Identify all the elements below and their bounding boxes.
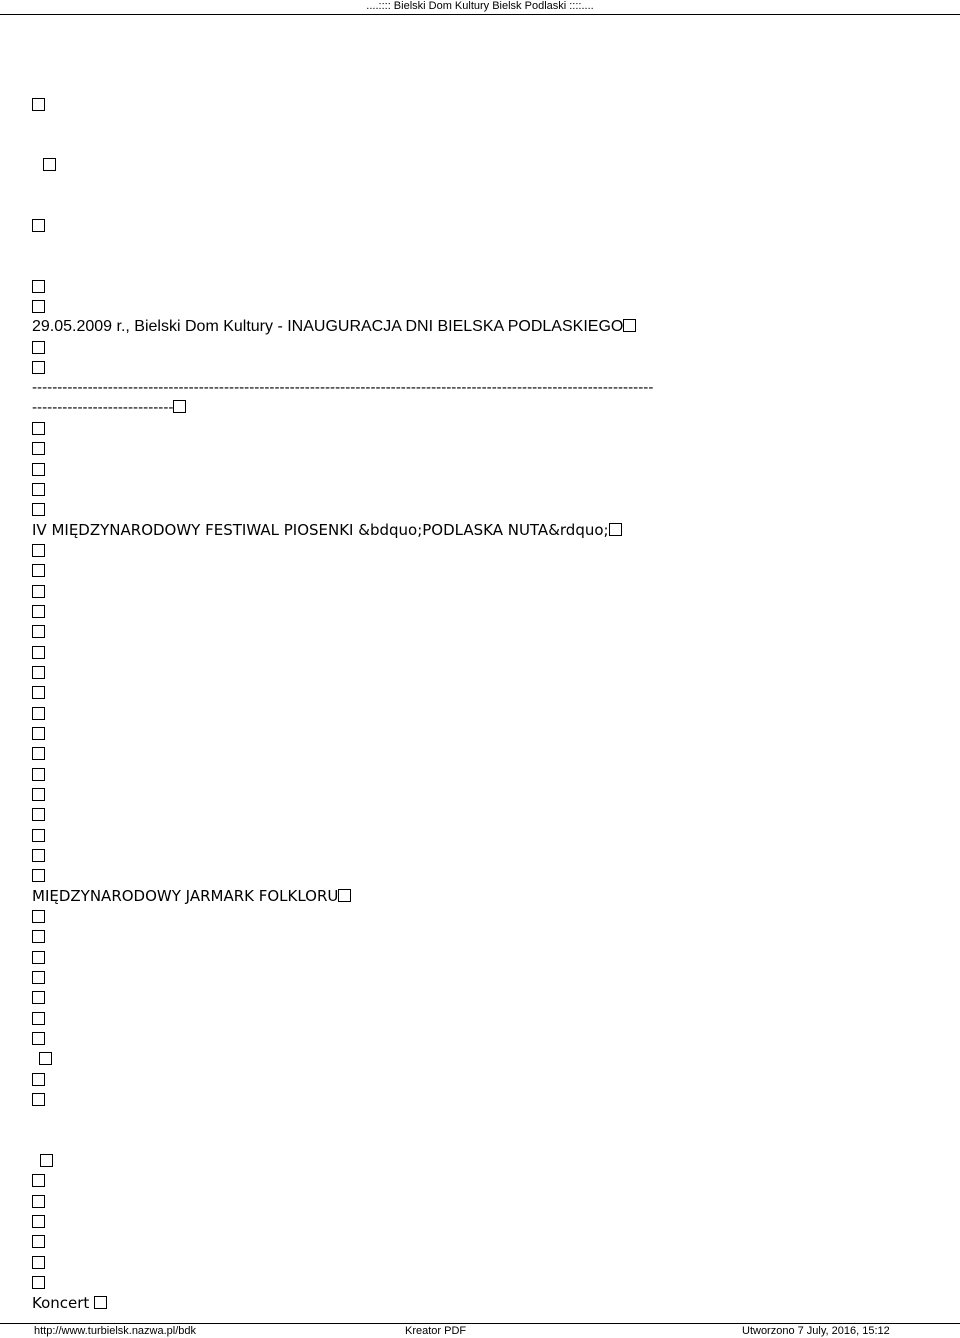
separator-line bbox=[32, 398, 186, 418]
glyph-row bbox=[32, 1212, 45, 1232]
glyph-row bbox=[32, 1232, 45, 1252]
glyph-row bbox=[32, 683, 45, 703]
glyph-row bbox=[32, 277, 45, 297]
page-header bbox=[0, 0, 960, 14]
missing-glyph-icon bbox=[32, 341, 45, 354]
glyph-row bbox=[32, 216, 45, 236]
glyph-row bbox=[32, 1253, 45, 1273]
fair-text: MIĘDZYNARODOWY JARMARK FOLKLORU bbox=[32, 887, 339, 905]
separator-line bbox=[32, 378, 653, 398]
concert-line bbox=[32, 1293, 107, 1313]
glyph-row bbox=[32, 927, 45, 947]
festival-text: IV MIĘDZYNARODOWY FESTIWAL PIOSENKI &bdquo;PODLASKA NUTA&rdquo; bbox=[32, 521, 609, 539]
glyph-row bbox=[32, 826, 45, 846]
missing-glyph-icon bbox=[32, 1235, 45, 1248]
missing-glyph-icon bbox=[39, 1052, 52, 1065]
missing-glyph-icon bbox=[32, 544, 45, 557]
missing-glyph-icon bbox=[32, 219, 45, 232]
missing-glyph-icon bbox=[94, 1296, 107, 1309]
glyph-row bbox=[32, 439, 45, 459]
footer-url[interactable]: http://www.turbielsk.nazwa.pl/bdk bbox=[34, 1325, 197, 1337]
fair-heading bbox=[32, 886, 351, 906]
glyph-row bbox=[32, 419, 45, 439]
missing-glyph-icon bbox=[32, 910, 45, 923]
missing-glyph-icon bbox=[32, 1093, 45, 1106]
glyph-row bbox=[32, 95, 45, 115]
missing-glyph-icon bbox=[32, 98, 45, 111]
glyph-row bbox=[32, 1070, 45, 1090]
missing-glyph-icon bbox=[32, 666, 45, 679]
missing-glyph-icon bbox=[32, 849, 45, 862]
missing-glyph-icon bbox=[32, 1073, 45, 1086]
missing-glyph-icon bbox=[43, 158, 56, 171]
missing-glyph-icon bbox=[32, 300, 45, 313]
glyph-row bbox=[32, 785, 45, 805]
missing-glyph-icon bbox=[32, 788, 45, 801]
glyph-row bbox=[32, 582, 45, 602]
glyph-row bbox=[32, 1009, 45, 1029]
glyph-row bbox=[39, 1049, 52, 1069]
event-line bbox=[32, 317, 636, 337]
missing-glyph-icon bbox=[32, 361, 45, 374]
missing-glyph-icon bbox=[623, 319, 636, 332]
missing-glyph-icon bbox=[32, 930, 45, 943]
missing-glyph-icon bbox=[32, 280, 45, 293]
missing-glyph-icon bbox=[32, 1215, 45, 1228]
missing-glyph-icon bbox=[32, 747, 45, 760]
missing-glyph-icon bbox=[32, 686, 45, 699]
missing-glyph-icon bbox=[32, 991, 45, 1004]
missing-glyph-icon bbox=[32, 1195, 45, 1208]
header-divider bbox=[0, 14, 960, 15]
missing-glyph-icon bbox=[32, 564, 45, 577]
glyph-row bbox=[32, 460, 45, 480]
glyph-row bbox=[32, 765, 45, 785]
glyph-row bbox=[32, 1192, 45, 1212]
missing-glyph-icon bbox=[32, 1012, 45, 1025]
glyph-row bbox=[32, 1090, 45, 1110]
glyph-row bbox=[32, 500, 45, 520]
missing-glyph-icon bbox=[173, 400, 186, 413]
missing-glyph-icon bbox=[32, 727, 45, 740]
missing-glyph-icon bbox=[32, 585, 45, 598]
glyph-row bbox=[32, 805, 45, 825]
missing-glyph-icon bbox=[32, 808, 45, 821]
glyph-row bbox=[32, 561, 45, 581]
glyph-row bbox=[32, 622, 45, 642]
glyph-row bbox=[32, 968, 45, 988]
glyph-row bbox=[32, 602, 45, 622]
missing-glyph-icon bbox=[32, 768, 45, 781]
glyph-row bbox=[32, 907, 45, 927]
header-title: ....:::: Bielski Dom Kultury Bielsk Podlaski ::::.... bbox=[366, 0, 594, 12]
missing-glyph-icon bbox=[32, 1276, 45, 1289]
separator-text: ---------------------------- bbox=[32, 400, 174, 416]
glyph-row bbox=[32, 358, 45, 378]
missing-glyph-icon bbox=[32, 829, 45, 842]
missing-glyph-icon bbox=[32, 1174, 45, 1187]
glyph-row bbox=[32, 866, 45, 886]
missing-glyph-icon bbox=[338, 889, 351, 902]
missing-glyph-icon bbox=[32, 646, 45, 659]
glyph-row bbox=[32, 1029, 45, 1049]
missing-glyph-icon bbox=[32, 951, 45, 964]
festival-heading bbox=[32, 520, 622, 540]
missing-glyph-icon bbox=[32, 422, 45, 435]
glyph-row bbox=[32, 643, 45, 663]
concert-text: Koncert bbox=[32, 1294, 90, 1312]
missing-glyph-icon bbox=[40, 1154, 53, 1167]
missing-glyph-icon bbox=[32, 605, 45, 618]
missing-glyph-icon bbox=[32, 1032, 45, 1045]
glyph-row bbox=[32, 480, 45, 500]
missing-glyph-icon bbox=[32, 1256, 45, 1269]
glyph-row bbox=[32, 704, 45, 724]
footer-creator: Kreator PDF bbox=[405, 1325, 467, 1337]
glyph-row bbox=[40, 1151, 53, 1171]
missing-glyph-icon bbox=[32, 707, 45, 720]
missing-glyph-icon bbox=[32, 971, 45, 984]
glyph-row bbox=[43, 155, 56, 175]
glyph-row bbox=[32, 948, 45, 968]
missing-glyph-icon bbox=[609, 523, 622, 536]
glyph-row bbox=[32, 663, 45, 683]
glyph-row bbox=[32, 724, 45, 744]
separator-text: --------------------------------------------------------------------------------------------------------------------------- bbox=[32, 380, 654, 396]
glyph-row bbox=[32, 988, 45, 1008]
missing-glyph-icon bbox=[32, 869, 45, 882]
glyph-row bbox=[32, 541, 45, 561]
missing-glyph-icon bbox=[32, 463, 45, 476]
missing-glyph-icon bbox=[32, 625, 45, 638]
missing-glyph-icon bbox=[32, 483, 45, 496]
glyph-row bbox=[32, 744, 45, 764]
glyph-row bbox=[32, 338, 45, 358]
event-text: 29.05.2009 r., Bielski Dom Kultury - INAUGURACJA DNI BIELSKA PODLASKIEGO bbox=[32, 318, 624, 335]
footer-created: Utworzono 7 July, 2016, 15:12 bbox=[742, 1325, 890, 1337]
missing-glyph-icon bbox=[32, 442, 45, 455]
glyph-row bbox=[32, 1171, 45, 1191]
missing-glyph-icon bbox=[32, 503, 45, 516]
glyph-row bbox=[32, 846, 45, 866]
glyph-row bbox=[32, 297, 45, 317]
glyph-row bbox=[32, 1273, 45, 1293]
page-footer bbox=[0, 1323, 960, 1338]
